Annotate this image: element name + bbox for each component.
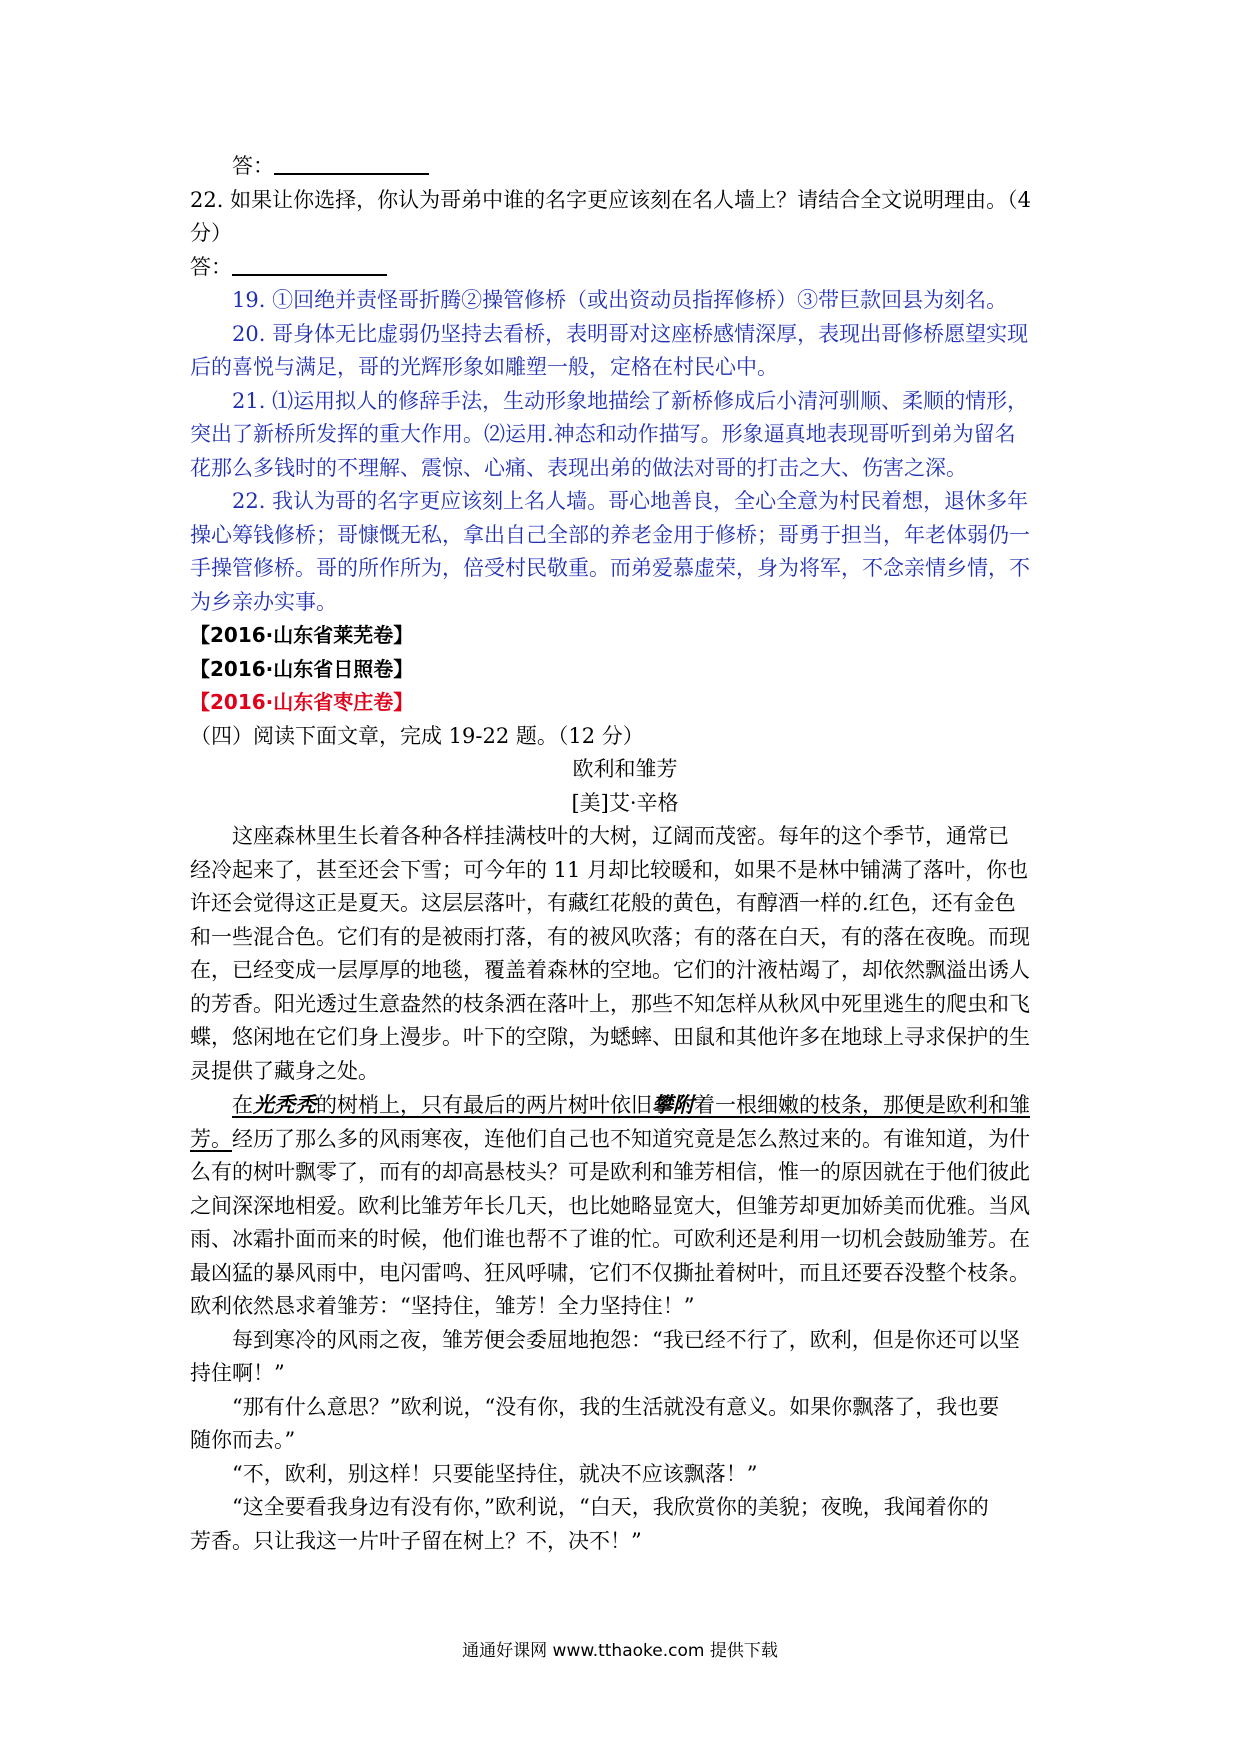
paragraph-line: 随你而去。”: [190, 1428, 296, 1452]
underlined-text: 的树梢上，只有最后的两片树叶依旧: [316, 1093, 652, 1117]
paragraph-line: “这全要看我身边有没有你，”欧利说，“白天，我欣赏你的美貌；夜晚，我闻着你的: [232, 1495, 989, 1519]
answer-19: 19. ①回绝并责怪哥折腾②操管修桥（或出资动员指挥修桥）③带巨款回县为刻名。: [232, 288, 1008, 312]
article-author: [美]艾·辛格: [571, 790, 679, 815]
paragraph-line: 灵提供了藏身之处。: [190, 1058, 379, 1083]
answer-21: 21. ⑴运用拟人的修辞手法，生动形象地描绘了新桥修成后小清河驯顺、柔顺的情形，: [232, 388, 1029, 413]
answer-line-1: [190, 150, 1060, 184]
answer-20: 20. 哥身体无比虚弱仍坚持去看桥，表明哥对这座桥感情深厚，表现出哥修桥愿望实现: [232, 321, 1029, 346]
paragraph-line: 雨、冰霜扑面而来的时候，他们谁也帮不了谁的忙。可欧利还是利用一切机会鼓励雏芳。在: [190, 1227, 1030, 1251]
answer-blank: [232, 254, 387, 276]
page-footer: 通通好课网 www.tthaoke.com 提供下载: [462, 1641, 778, 1661]
answer-line-2: [190, 251, 1060, 285]
paragraph-line: 每到寒冷的风雨之夜，雏芳便会委屈地抱怨：“我已经不行了，欧利，但是你还可以坚: [232, 1327, 1020, 1352]
section-intro: （四）阅读下面文章，完成 19-22 题。（12 分）: [190, 723, 644, 748]
answer-21-cont: 突出了新桥所发挥的重大作用。⑵运用.神态和动作描写。形象逼真地表现哥听到弟为留名: [190, 422, 1016, 446]
paragraph-line: 的芳香。阳光透过生意盎然的枝条洒在落叶上，那些不知怎样从秋风中死里逃生的爬虫和飞: [190, 991, 1030, 1016]
article-title: 欧利和雏芳: [572, 757, 678, 781]
underlined-text: 芳。: [190, 1126, 232, 1151]
section-heading-laiwu: 【2016·山东省莱芜卷】: [190, 623, 414, 647]
answer-22-cont: 操心筹钱修桥；哥慷慨无私，拿出自己全部的养老金用于修桥；哥勇于担当，年老体弱仍一: [190, 522, 1030, 547]
underlined-text: 着一根细嫩的枝条，那便是欧利和雏: [694, 1093, 1030, 1117]
answer-blank: [274, 153, 429, 175]
paragraph-line: [190, 1123, 1060, 1157]
question-22: 22. 如果让你选择，你认为哥弟中谁的名字更应该刻在名人墙上？请结合全文说明理由。（4: [190, 187, 1031, 212]
paragraph-line: 最凶猛的暴风雨中，电闪雷鸣、狂风呼啸，它们不仅撕扯着树叶，而且还要吞没整个枝条。: [190, 1260, 1030, 1285]
paragraph-line-underlined: [190, 1088, 1060, 1123]
emphasized-word: 攀附: [652, 1092, 694, 1117]
paragraph-line: 芳香。只让我这一片叶子留在树上？不，决不！”: [190, 1528, 642, 1553]
paragraph-line: 和一些混合色。它们有的是被雨打落，有的被风吹落；有的落在白天，有的落在夜晚。而现: [190, 924, 1030, 949]
answer-22-cont: 为乡亲办实事。: [190, 589, 337, 614]
paragraph-line: 持住啊！”: [190, 1361, 285, 1385]
paragraph-line: 之间深深地相爱。欧利比雏芳年长几天，也比她略显宽大，但雏芳却更加娇美而优雅。当风: [190, 1193, 1030, 1218]
section-heading-zaozhuang: 【2016·山东省枣庄卷】: [190, 690, 414, 714]
paragraph-line: 经冷起来了，甚至还会下雪；可今年的 11 月却比较暖和，如果不是林中铺满了落叶，你也: [190, 857, 1029, 882]
answer-20-cont: 后的喜悦与满足，哥的光辉形象如雕塑一般，定格在村民心中。: [190, 355, 778, 379]
paragraph-line: 在，已经变成一层厚厚的地毯，覆盖着森林的空地。它们的汁液枯竭了，却依然飘溢出诱人: [190, 958, 1030, 982]
section-heading-rizhao: 【2016·山东省日照卷】: [190, 656, 414, 681]
answer-label: 答：: [190, 254, 232, 279]
emphasized-word: 光秃秃: [253, 1092, 316, 1117]
underlined-text: 在: [232, 1093, 253, 1117]
answer-21-cont: 花那么多钱时的不理解、震惊、心痛、表现出弟的做法对哥的打击之大、伤害之深。: [190, 455, 967, 480]
paragraph-line: 蝶，悠闲地在它们身上漫步。叶下的空隙，为蟋蟀、田鼠和其他许多在地球上寻求保护的生: [190, 1025, 1030, 1049]
question-22-cont: 分）: [190, 221, 232, 245]
answer-key: [190, 284, 1060, 619]
answer-22: 22. 我认为哥的名字更应该刻上名人墙。哥心地善良，全心全意为村民着想，退休多年: [232, 489, 1029, 513]
paragraph-line: “不，欧利，别这样！只要能坚持住，就决不应该飘落！”: [232, 1461, 758, 1486]
answer-22-cont: 手操管修桥。哥的所作所为，倍受村民敬重。而弟爱慕虚荣，身为将军，不念亲情乡情，不: [190, 556, 1030, 580]
paragraph-line: 许还会觉得这正是夏天。这层层落叶，有藏红花般的黄色，有醇酒一样的.红色，还有金色: [190, 891, 1016, 915]
document-body: [190, 150, 1060, 1558]
paragraph-line: “那有什么意思？”欧利说，“没有你，我的生活就没有意义。如果你飘落了，我也要: [232, 1394, 1000, 1419]
paragraph-line: 欧利依然恳求着雏芳：“坚持住，雏芳！全力坚持住！”: [190, 1294, 695, 1318]
paragraph-text: 经历了那么多的风雨寒夜，连他们自己也不知道究竟是怎么熬过来的。有谁知道，为什: [232, 1126, 1030, 1151]
paragraph-line: 么有的树叶飘零了，而有的却高悬枝头？可是欧利和雏芳相信，惟一的原因就在于他们彼此: [190, 1160, 1030, 1184]
paragraph-line: 这座森林里生长着各种各样挂满枝叶的大树，辽阔而茂密。每年的这个季节，通常已: [232, 824, 1009, 848]
answer-label: 答：: [232, 154, 274, 178]
